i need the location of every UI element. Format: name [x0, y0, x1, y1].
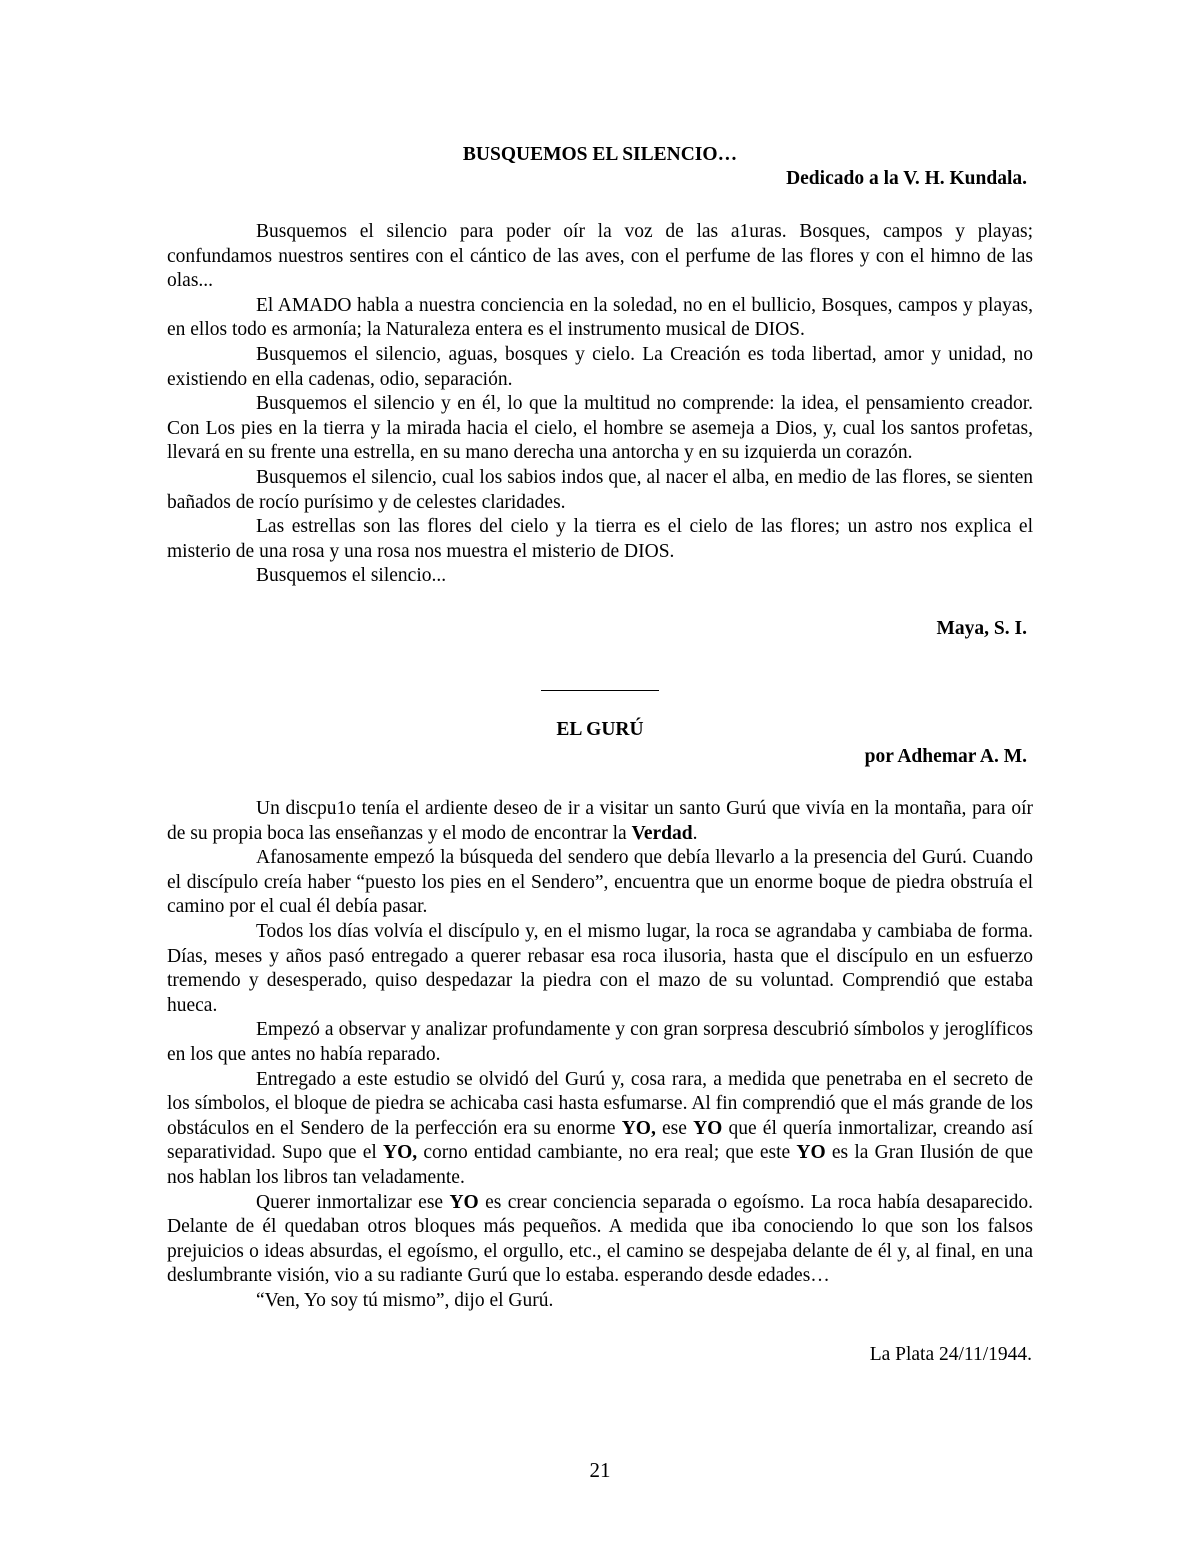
- paragraph: Entregado a este estudio se olvidó del Gurú y, cosa rara, a medida que penetraba en el secreto de los símbolos, el bloque de piedra se achicaba casi hasta esfumarse. Al fin comprendió que el más grande de los obstáculos en el Sendero de la perfección era su enorme YO, ese YO que él quería inmortalizar, creando así separatividad. Supo que el YO, corno entidad cambiante, no era real; que este YO es la Gran Ilusión de que nos hablan los libros tan veladamente.: [167, 1068, 1033, 1188]
- paragraph: Un discpu1o tenía el ardiente deseo de ir a visitar un santo Gurú que vivía en la montaña, para oír de su propia boca las enseñanzas y el modo de encontrar la Verdad.: [167, 798, 1033, 844]
- paragraph: Busquemos el silencio para poder oír la voz de las a1uras. Bosques, campos y playas; confundamos nuestros sentires con el cántico de las aves, con el perfume de las flores y con el himno de las olas...: [167, 221, 1033, 292]
- article-title-silencio: BUSQUEMOS EL SILENCIO…: [462, 144, 738, 165]
- dedication: Dedicado a la V. H. Kundala.: [786, 168, 1027, 189]
- bold-term: Verdad: [631, 822, 693, 844]
- paragraph: Afanosamente empezó la búsqueda del sendero que debía llevarlo a la presencia del Gurú. Cuando el discípulo creía haber “puesto los pies en el Sendero”, encuentra que un enorme boque de piedra obstruía el camino por el cual él debía pasar.: [167, 847, 1033, 918]
- paragraph: Empezó a observar y analizar profundamente y con gran sorpresa descubrió símbolos y jeroglíficos en los que antes no había reparado.: [167, 1019, 1033, 1065]
- article-title-guru: EL GURÚ: [556, 719, 644, 740]
- bold-term: YO: [693, 1117, 723, 1139]
- paragraph: Todos los días volvía el discípulo y, en el mismo lugar, la roca se agrandaba y cambiaba de forma. Días, meses y años pasó entregado a querer rebasar esa roca ilusoria, hasta que el discípulo en un esfuerzo tremendo y desesperado, quiso despedazar la piedra con el mazo de su voluntad. Comprendió que estaba hueca.: [167, 920, 1033, 1016]
- bold-term: YO: [796, 1142, 826, 1164]
- paragraph: Busquemos el silencio, aguas, bosques y cielo. La Creación es toda libertad, amor y unidad, no existiendo en ella cadenas, odio, separación.: [167, 343, 1033, 390]
- section-divider: [541, 690, 659, 691]
- paragraph: Busquemos el silencio...: [256, 565, 447, 587]
- page-number: 21: [589, 1458, 611, 1482]
- paragraph: Las estrellas son las flores del cielo y la tierra es el cielo de las flores; un astro nos explica el misterio de una rosa y una rosa nos muestra el misterio de DIOS.: [167, 516, 1033, 562]
- article-body-guru: [167, 797, 1033, 1313]
- byline: por Adhemar A. M.: [864, 746, 1027, 767]
- bold-term: YO,: [621, 1117, 656, 1139]
- paragraph: Busquemos el silencio y en él, lo que la multitud no comprende: la idea, el pensamiento creador. Con Los pies en la tierra y la mirada hacia el cielo, el hombre se asemeja a Dios, y, cual los santos profetas, llevará en su frente una estrella, en su mano derecha una antorcha y en su izquierda un corazón.: [167, 393, 1033, 464]
- paragraph: Busquemos el silencio, cual los sabios indos que, al nacer el alba, en medio de las flores, se sienten bañados de rocío purísimo y de celestes claridades.: [167, 466, 1033, 513]
- paragraph: El AMADO habla a nuestra conciencia en la soledad, no en el bullicio, Bosques, campos y playas, en ellos todo es armonía; la Naturaleza entera es el instrumento musical de DIOS.: [167, 294, 1033, 341]
- paragraph: Querer inmortalizar ese YO es crear conciencia separada o egoísmo. La roca había desaparecido. Delante de él quedaban otros bloques más pequeños. A medida que iba conociendo lo que son los falsos prejuicios o ideas absurdas, el egoísmo, el orgullo, etc., el camino se despejaba delante de él y, al final, en una deslumbrante visión, vio a su radiante Gurú que lo estaba. esperando desde edades…: [167, 1191, 1033, 1287]
- place-date: La Plata 24/11/1944.: [869, 1344, 1032, 1365]
- article-body-silencio: [167, 220, 1033, 589]
- bold-term: YO: [449, 1191, 479, 1213]
- signature-maya: Maya, S. I.: [936, 618, 1027, 639]
- paragraph: “Ven, Yo soy tú mismo”, dijo el Gurú.: [256, 1289, 554, 1311]
- bold-term: YO,: [383, 1142, 418, 1164]
